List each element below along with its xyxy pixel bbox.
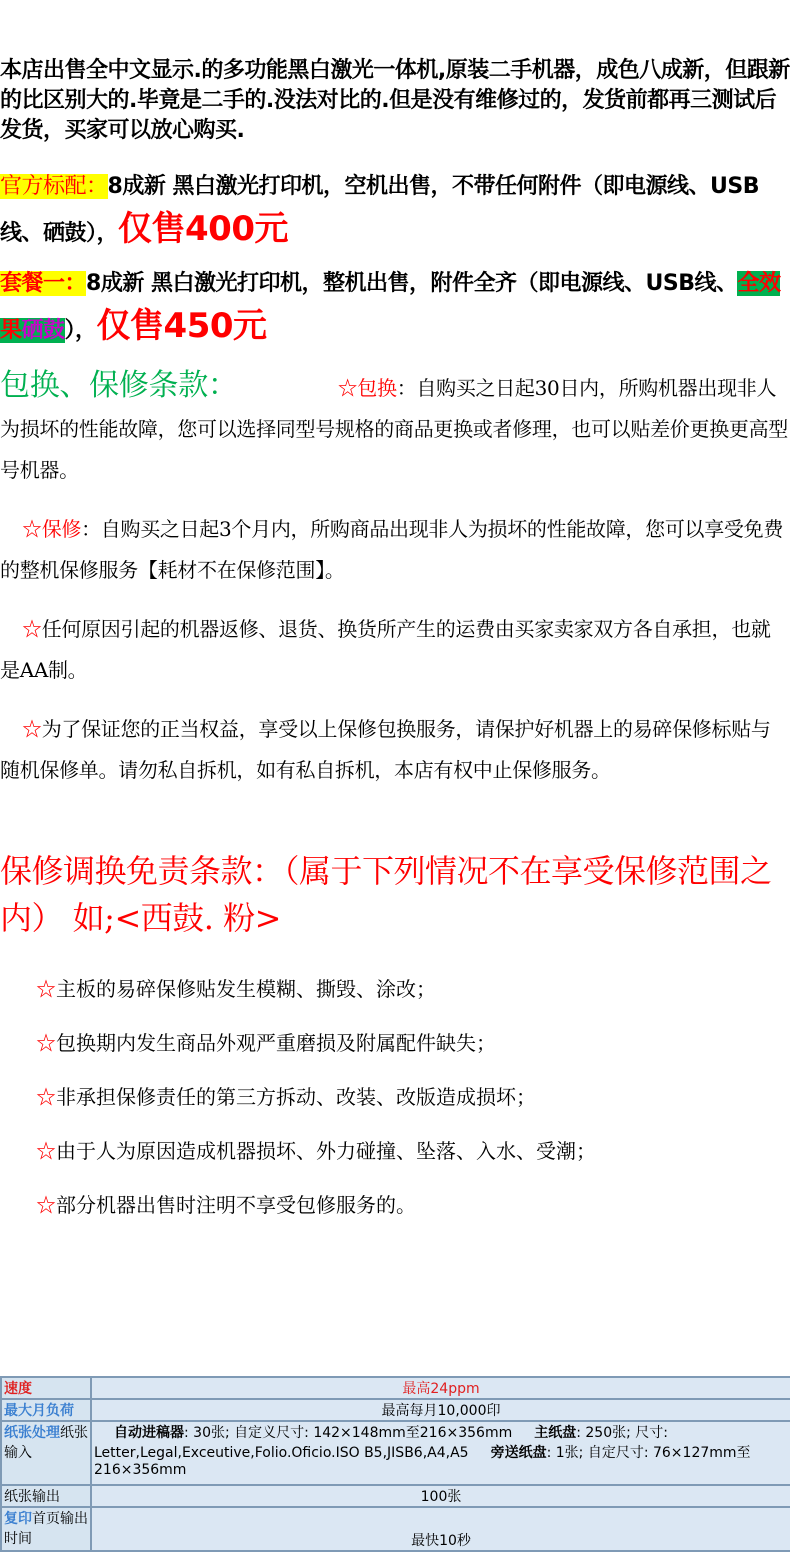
warranty-paragraph-repair: [0, 509, 790, 591]
table-row: [1, 1399, 790, 1421]
table-row: [1, 1377, 790, 1399]
bypass-tray-text: : 1张; 自定尺寸: 76×127mm至216×356mm: [94, 1445, 751, 1478]
disclaimer-item: [36, 1178, 776, 1232]
input-label: 纸张输入: [4, 1425, 88, 1461]
package-standard-price: 仅售400元: [118, 209, 288, 249]
spec-value-input: [91, 1421, 790, 1485]
copy-label-highlight: 复印: [4, 1511, 32, 1527]
spec-value-copy: 最快10秒: [91, 1507, 790, 1551]
disclaimer-item-text: 非承担保修责任的第三方拆动、改装、改版造成损坏；: [56, 1085, 536, 1109]
adf-text: : 30张; 自定义尺寸: 142×148mm至216×356mm: [184, 1425, 513, 1441]
table-row: [1, 1485, 790, 1507]
input-label-highlight: 纸张处理: [4, 1425, 60, 1441]
main-tray-label: 主纸盘: [534, 1425, 577, 1441]
copy-label: 首页输出时间: [4, 1511, 88, 1547]
spec-label-duty: [1, 1399, 91, 1421]
star-icon: ☆: [22, 617, 42, 641]
package-one-label: 套餐一：: [0, 271, 87, 296]
speed-value: 最高24ppm: [402, 1381, 480, 1397]
bypass-tray-label: 旁送纸盘: [490, 1445, 547, 1461]
package-one-desc: 8成新 黑白激光打印机，整机出售，附件全齐（即电源线、USB线、: [86, 271, 738, 296]
package-one: [0, 262, 790, 352]
warranty-title: 包换、保修条款：: [0, 368, 238, 403]
spec-value-duty: 最高每月10,000印: [91, 1399, 790, 1421]
main-tray-text: : 250张; 尺寸: Letter,Legal,Exceutive,Folio.Oficio.ISO B5,JISB6,A4,A5: [94, 1425, 668, 1461]
disclaimer-item-text: 部分机器出售时注明不享受包修服务的。: [56, 1193, 416, 1217]
spec-table: [0, 1376, 790, 1552]
disclaimer-item: [36, 1016, 776, 1070]
package-one-price: 仅售450元: [96, 306, 267, 346]
disclaimer-item-text: 包换期内发生商品外观严重磨损及附属配件缺失；: [56, 1031, 496, 1055]
disclaimer-list: [36, 962, 776, 1232]
star-icon: ☆: [36, 1085, 56, 1109]
star-icon: ☆: [36, 977, 56, 1001]
warranty-paragraph-shipping: [0, 609, 790, 691]
star-icon: ☆: [36, 1139, 56, 1163]
spec-label-output: 纸张输出: [1, 1485, 91, 1507]
adf-label: 自动进稿器: [114, 1425, 184, 1441]
spec-label-input: [1, 1421, 91, 1485]
spec-value-speed: [91, 1377, 790, 1399]
package-standard-desc: 8成新 黑白激光打印机，空机出售，不带任何附件（即电源线、USB线、硒鼓），: [0, 174, 759, 246]
repair-star-label: ☆保修: [22, 517, 82, 541]
warranty-paragraph-exchange: [0, 365, 790, 491]
spec-label-copy: [1, 1507, 91, 1551]
star-icon: ☆: [36, 1031, 56, 1055]
package-standard-label: 官方标配：: [0, 174, 108, 199]
package-one-highlight-drum: 硒鼓: [21, 318, 65, 343]
disclaimer-item: [36, 1070, 776, 1124]
table-row: [1, 1421, 790, 1485]
spec-label-speed: [1, 1377, 91, 1399]
warranty-paragraph-seal: [0, 709, 790, 791]
speed-label: 速度: [4, 1381, 32, 1397]
table-row: [1, 1507, 790, 1551]
disclaimer-item: [36, 1124, 776, 1178]
package-one-desc-end: ），: [64, 318, 97, 343]
exchange-star-label: ☆包换: [337, 376, 397, 400]
star-icon: ☆: [36, 1193, 56, 1217]
disclaimer-title: 保修调换免责条款：（属于下列情况不在享受保修范围之内） 如;<西鼓. 粉>: [0, 852, 772, 937]
shipping-text: 任何原因引起的机器返修、退货、换货所产生的运费由买家卖家双方各自承担，也就是AA制。: [0, 617, 771, 682]
disclaimer-item-text: 主板的易碎保修贴发生模糊、撕毁、涂改；: [56, 977, 436, 1001]
package-standard: [0, 165, 790, 255]
duty-label: 最大月负荷: [4, 1403, 74, 1419]
warranty-section: [0, 365, 790, 809]
repair-text: ：自购买之日起3个月内，所购商品出现非人为损坏的性能故障，您可以享受免费的整机保修服务【耗材不在保修范围】。: [0, 517, 784, 582]
exchange-text: ：自购买之日起30日内，所购机器出现非人为损坏的性能故障，您可以选择同型号规格的商品更换或者修理，也可以贴差价更换更高型号机器。: [0, 376, 788, 482]
intro-text: 本店出售全中文显示.的多功能黑白激光一体机,原装二手机器，成色八成新，但跟新的比区别大的.毕竟是二手的.没法对比的.但是没有维修过的，发货前都再三测试后发货，买家可以放心购买.: [0, 58, 790, 143]
package-one-highlight: 全效果: [0, 271, 781, 343]
disclaimer-item-text: 由于人为原因造成机器损坏、外力碰撞、坠落、入水、受潮；: [56, 1139, 596, 1163]
disclaimer-item: [36, 962, 776, 1016]
spec-value-output: 100张: [91, 1485, 790, 1507]
seal-text: 为了保证您的正当权益，享受以上保修包换服务，请保护好机器上的易碎保修标贴与随机保修单。请勿私自拆机，如有私自拆机，本店有权中止保修服务。: [0, 717, 771, 782]
star-icon: ☆: [22, 717, 42, 741]
